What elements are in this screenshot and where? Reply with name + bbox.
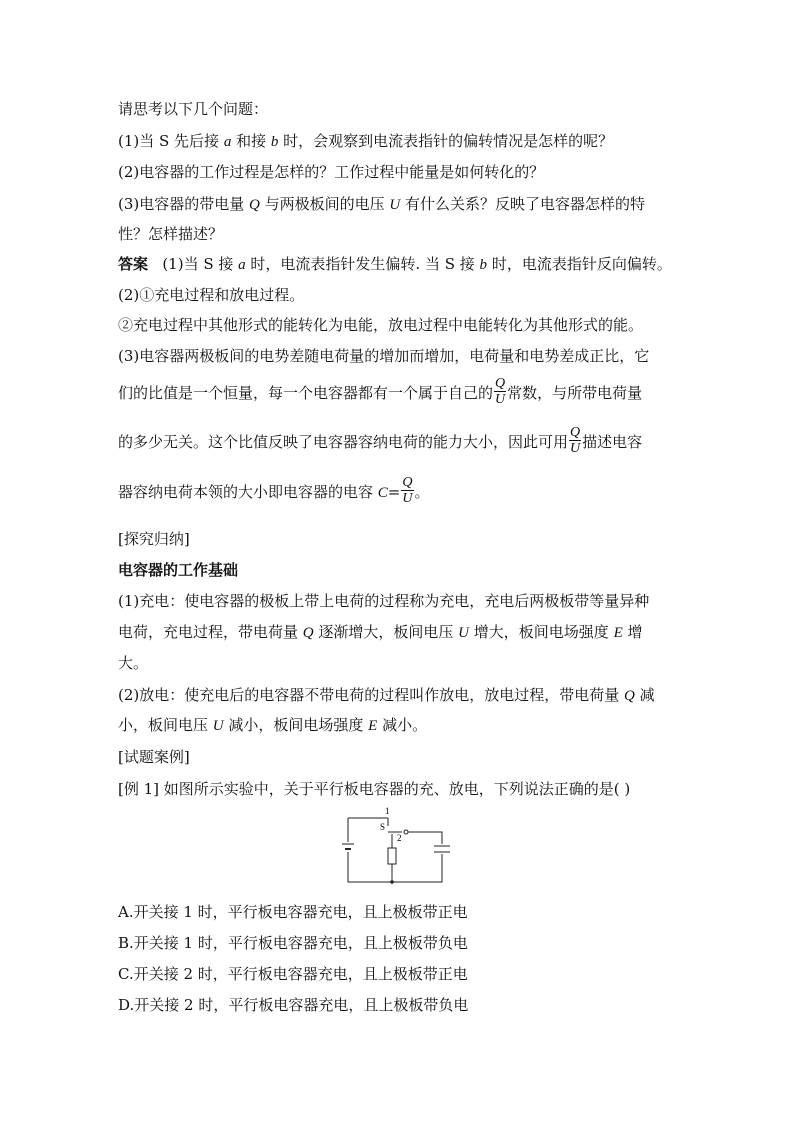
junction-dot: [390, 880, 394, 884]
section-case: [试题案例]: [118, 748, 190, 766]
terminal-1-label: 1: [385, 806, 390, 816]
charge-line-2: 电荷，充电过程，带电荷量 Q 逐渐增大，板间电压 U 增大，板间电场强度 E 增: [118, 623, 643, 641]
charge-line-1: (1)充电：使电容器的极板上带上电荷的过程称为充电，充电后两极板带等量异种: [118, 592, 650, 610]
question-3: (3)电容器的带电量 Q 与两极板间的电压 U 有什么关系？反映了电容器怎样的特: [118, 195, 646, 213]
discharge-line-1: (2)放电：使充电后的电容器不带电荷的过程叫作放电，放电过程，带电荷量 Q 减: [118, 686, 655, 704]
summary-heading: 电容器的工作基础: [118, 561, 239, 579]
answer-3c: 的多少无关。这个比值反映了电容器容纳电荷的能力大小，因此可用 $\frac{Q}{U}$ 描述电容: [118, 425, 643, 456]
intro-line: 请思考以下几个问题：: [118, 100, 269, 118]
answer-3b: 们的比值是一个恒量，每一个电容器都有一个属于自己的 $\frac{Q}{U}$ 常数，与所带电荷量: [118, 376, 643, 407]
answer-3d: 器容纳电荷本领的大小即电容器的电容 C= $\frac{Q}{U}$ 。: [118, 475, 430, 506]
fraction-q-over-u: $\frac{Q}{U}$: [495, 376, 506, 407]
wire-bottom: [348, 852, 442, 882]
answer-label: 答案: [118, 255, 149, 273]
option-a: A.开关接 1 时，平行板电容器充电，且上极板带正电: [118, 903, 468, 921]
question-1: (1)当 S 先后接 a 和接 b 时，会观察到电流表指针的偏转情况是怎样的呢？: [118, 132, 614, 150]
answer-1: 答案 (1)当 S 接 a 时，电流表指针发生偏转. 当 S 接 b 时，电流表指针反向偏转。: [118, 255, 672, 273]
question-3-cont: 性？怎样描述？: [118, 225, 224, 243]
example-question: [例 1] 如图所示实验中，关于平行板电容器的充、放电，下列说法正确的是( ): [118, 780, 631, 798]
option-d: D.开关接 2 时，平行板电容器充电，且上极板带负电: [118, 996, 469, 1014]
option-c: C.开关接 2 时，平行板电容器充电，且上极板带正电: [118, 965, 468, 983]
wire-to-capacitor: [408, 832, 442, 844]
resistor: [388, 848, 396, 864]
discharge-line-2: 小，板间电压 U 减小，板间电场强度 E 减小。: [118, 716, 428, 734]
circuit-diagram: [340, 804, 452, 888]
fraction-q-over-u: $\frac{Q}{U}$: [570, 425, 581, 456]
answer-3a: (3)电容器两极板间的电势差随电荷量的增加而增加，电荷量和电势差成正比，它: [118, 347, 650, 365]
terminal-2-label: 2: [397, 833, 402, 843]
switch-contact: [404, 830, 408, 834]
fraction-q-over-u: $\frac{Q}{U}$: [402, 475, 413, 506]
answer-2b: ②充电过程中其他形式的能转化为电能，放电过程中电能转化为其他形式的能。: [118, 316, 644, 334]
section-summary: [探究归纳]: [118, 530, 190, 548]
charge-line-3: 大。: [118, 654, 149, 672]
option-b: B.开关接 1 时，平行板电容器充电，且上极板带负电: [118, 934, 468, 952]
answer-2a: (2)①充电过程和放电过程。: [118, 286, 305, 304]
question-2: (2)电容器的工作过程是怎样的？工作过程中能量是如何转化的？: [118, 163, 545, 181]
switch-label: S: [380, 822, 386, 832]
